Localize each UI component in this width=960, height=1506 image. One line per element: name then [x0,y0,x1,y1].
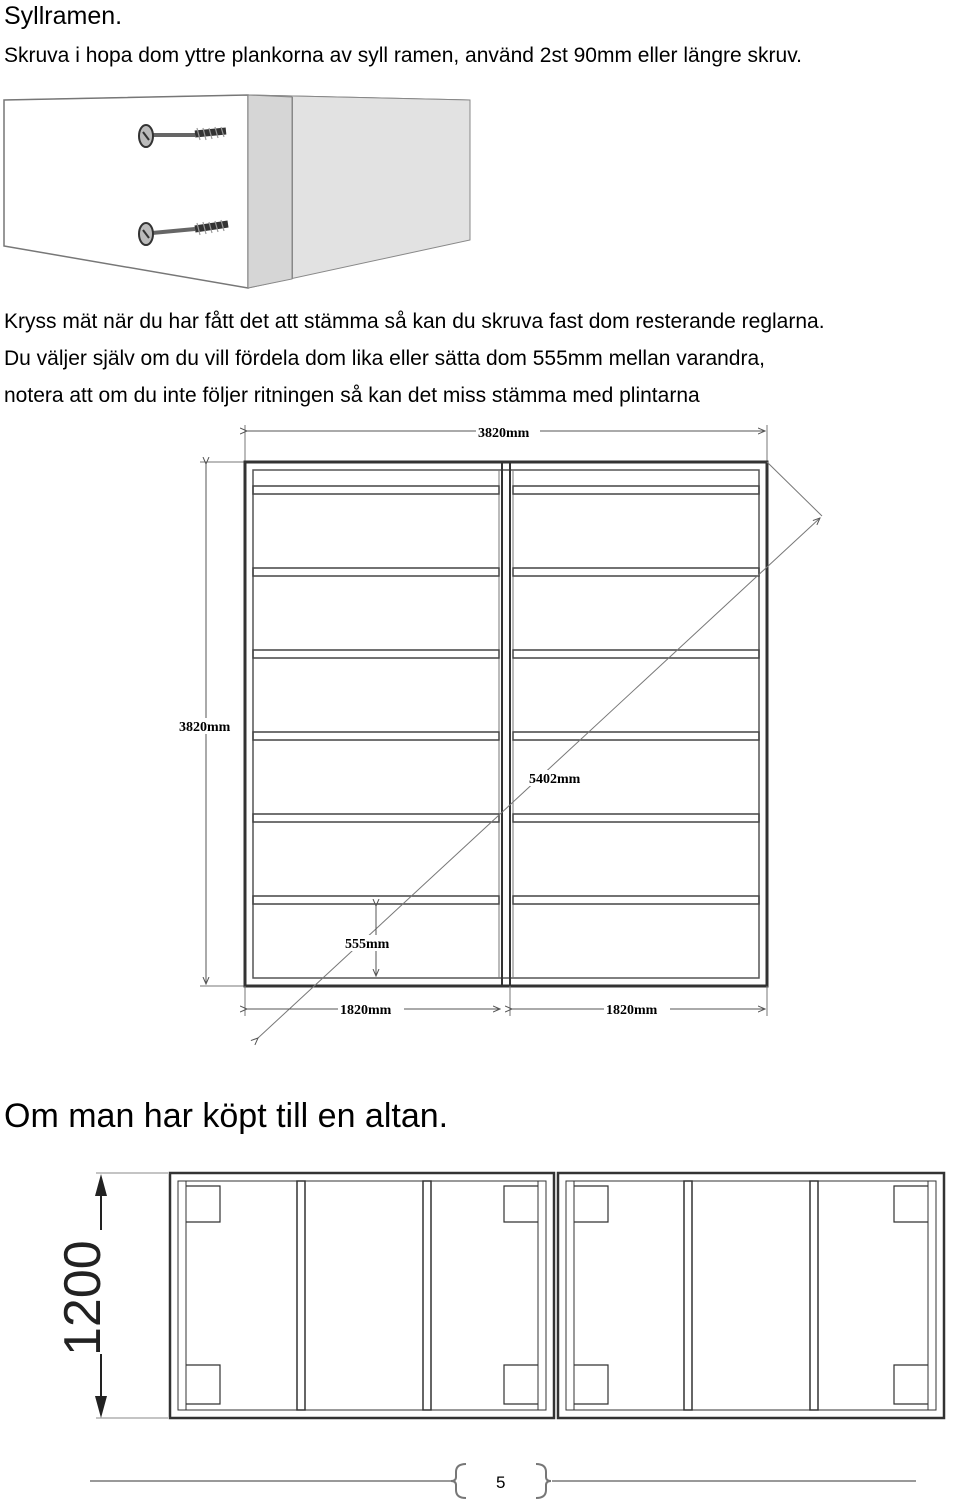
page-number: 5 [496,1473,506,1492]
spacing-label: 555mm [345,937,390,952]
section-title-altan: Om man har köpt till en altan. [4,1097,449,1135]
right-half-label: 1820mm [606,1003,658,1018]
footer-brace-left [451,1464,466,1498]
altan-height-label: 1200 [54,1240,112,1356]
paragraph-line-3: notera att om du inte följer ritningen så kan det miss stämma med plintarna [4,384,700,407]
height-label: 3820mm [179,720,231,735]
footer-brace-right [536,1464,551,1498]
altan-right-module [558,1173,944,1418]
paragraph-line-2: Du väljer själv om du vill fördela dom lika eller sätta dom 555mm mellan varandra, [4,347,765,370]
width-label: 3820mm [478,426,530,441]
left-half-label: 1820mm [340,1003,392,1018]
diagonal-label: 5402mm [529,772,581,787]
intro-text: Skruva i hopa dom yttre plankorna av syll ramen, använd 2st 90mm eller längre skruv. [4,44,802,67]
altan-left-module [170,1173,554,1418]
page-title: Syllramen. [4,2,123,30]
paragraph-line-1: Kryss mät när du har fått det att stämma så kan du skruva fast dom resterande reglarna. [4,310,825,333]
